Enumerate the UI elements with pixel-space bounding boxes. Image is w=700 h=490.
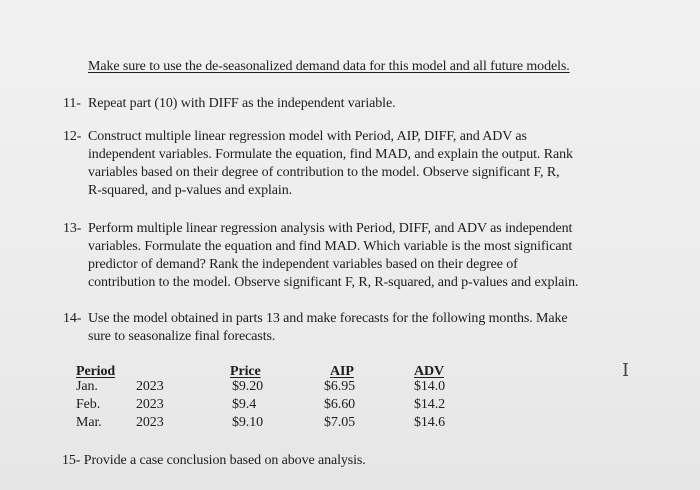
table-cell-year: 2023 bbox=[136, 415, 164, 430]
table-cell-month: Mar. bbox=[76, 415, 102, 430]
table-cell-adv: $14.2 bbox=[414, 397, 446, 412]
item-13-number: 13- bbox=[63, 221, 82, 236]
table-cell-aip: $6.95 bbox=[324, 379, 356, 394]
item-14-number: 14- bbox=[63, 311, 82, 326]
table-cell-price: $9.20 bbox=[232, 379, 264, 394]
instruction-note: Make sure to use the de-seasonalized demand data for this model and all future models. bbox=[88, 59, 570, 74]
item-14-line-1: Use the model obtained in parts 13 and make forecasts for the following months. Make bbox=[88, 311, 568, 326]
item-11-line-1: Repeat part (10) with DIFF as the independent variable. bbox=[88, 96, 396, 111]
item-13-line-3: predictor of demand? Rank the independent variables based on their degree of bbox=[88, 257, 518, 272]
item-14-line-2: sure to seasonalize final forecasts. bbox=[88, 329, 276, 344]
item-11-number: 11- bbox=[63, 96, 81, 111]
item-12-line-4: R-squared, and p-values and explain. bbox=[88, 183, 293, 198]
item-15-text: 15- Provide a case conclusion based on above analysis. bbox=[62, 453, 366, 468]
table-header-adv: ADV bbox=[414, 364, 445, 379]
table-cell-price: $9.10 bbox=[232, 415, 264, 430]
item-13-line-2: variables. Formulate the equation and find MAD. Which variable is the most significant bbox=[88, 239, 573, 254]
table-header-price: Price bbox=[230, 364, 261, 379]
item-12-number: 12- bbox=[63, 129, 82, 144]
table-header-aip: AIP bbox=[330, 364, 354, 379]
text-cursor-icon: I bbox=[622, 360, 630, 381]
item-13-line-1: Perform multiple linear regression analysis with Period, DIFF, and ADV as independent bbox=[88, 221, 573, 236]
table-cell-year: 2023 bbox=[136, 379, 164, 394]
table-cell-year: 2023 bbox=[136, 397, 164, 412]
table-cell-adv: $14.6 bbox=[414, 415, 446, 430]
item-12-line-3: variables based on their degree of contribution to the model. Observe significant F, R, bbox=[88, 165, 560, 180]
table-cell-month: Jan. bbox=[76, 379, 98, 394]
table-cell-price: $9.4 bbox=[232, 397, 257, 412]
item-12-line-1: Construct multiple linear regression model with Period, AIP, DIFF, and ADV as bbox=[88, 129, 527, 144]
table-cell-aip: $7.05 bbox=[324, 415, 356, 430]
item-12-line-2: independent variables. Formulate the equation, find MAD, and explain the output. Rank bbox=[88, 147, 573, 162]
table-cell-aip: $6.60 bbox=[324, 397, 356, 412]
table-cell-month: Feb. bbox=[76, 397, 101, 412]
table-cell-adv: $14.0 bbox=[414, 379, 446, 394]
item-13-line-4: contribution to the model. Observe significant F, R, R-squared, and p-values and explain. bbox=[88, 275, 579, 290]
table-header-period: Period bbox=[76, 364, 116, 379]
